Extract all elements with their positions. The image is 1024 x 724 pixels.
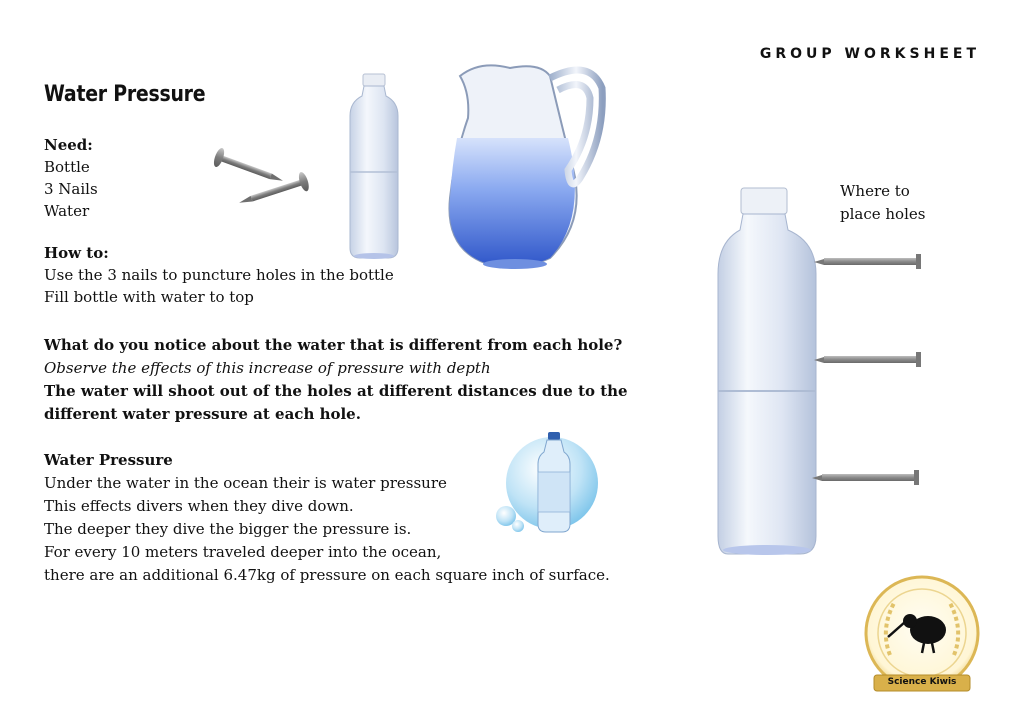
jug-icon xyxy=(440,58,610,273)
need-section xyxy=(44,134,98,222)
logo-text: Science Kiwis xyxy=(887,677,957,687)
pressure-line: This effects divers when they dive down. xyxy=(44,497,354,515)
nail-marker-top xyxy=(814,254,921,269)
how-to-step: Fill bottle with water to top xyxy=(44,288,254,306)
need-item: Bottle xyxy=(44,158,90,176)
pressure-line: there are an additional 6.47kg of pressure on each square inch of surface. xyxy=(44,566,610,584)
pressure-heading: Water Pressure xyxy=(44,451,173,469)
answer-line: different water pressure at each hole. xyxy=(44,405,361,423)
need-item: Water xyxy=(44,202,90,220)
how-to-heading: How to: xyxy=(44,244,109,262)
need-heading: Need: xyxy=(44,136,93,154)
page-title: Water Pressure xyxy=(44,82,206,107)
question-section xyxy=(44,334,628,426)
how-to-step: Use the 3 nails to puncture holes in the bottle xyxy=(44,266,394,284)
bubble-bottle-icon xyxy=(492,428,602,538)
need-item: 3 Nails xyxy=(44,180,98,198)
worksheet-label: GROUP WORKSHEET xyxy=(759,46,980,62)
nail-marker-middle xyxy=(814,352,921,367)
holes-note-line: place holes xyxy=(840,205,926,223)
answer-line: The water will shoot out of the holes at different distances due to the xyxy=(44,382,628,400)
how-to-section xyxy=(44,242,394,308)
holes-note-line: Where to xyxy=(840,182,910,200)
bottle-icon xyxy=(345,72,403,262)
large-bottle-icon xyxy=(712,186,927,558)
nails-icon xyxy=(205,150,315,210)
question-hint: Observe the effects of this increase of pressure with depth xyxy=(44,359,491,377)
pressure-line: The deeper they dive the bigger the pressure is. xyxy=(44,520,412,538)
pressure-line: Under the water in the ocean their is water pressure xyxy=(44,474,447,492)
nail-marker-bottom xyxy=(812,470,919,485)
pressure-line: For every 10 meters traveled deeper into the ocean, xyxy=(44,543,442,561)
question-text: What do you notice about the water that is different from each hole? xyxy=(44,336,623,354)
